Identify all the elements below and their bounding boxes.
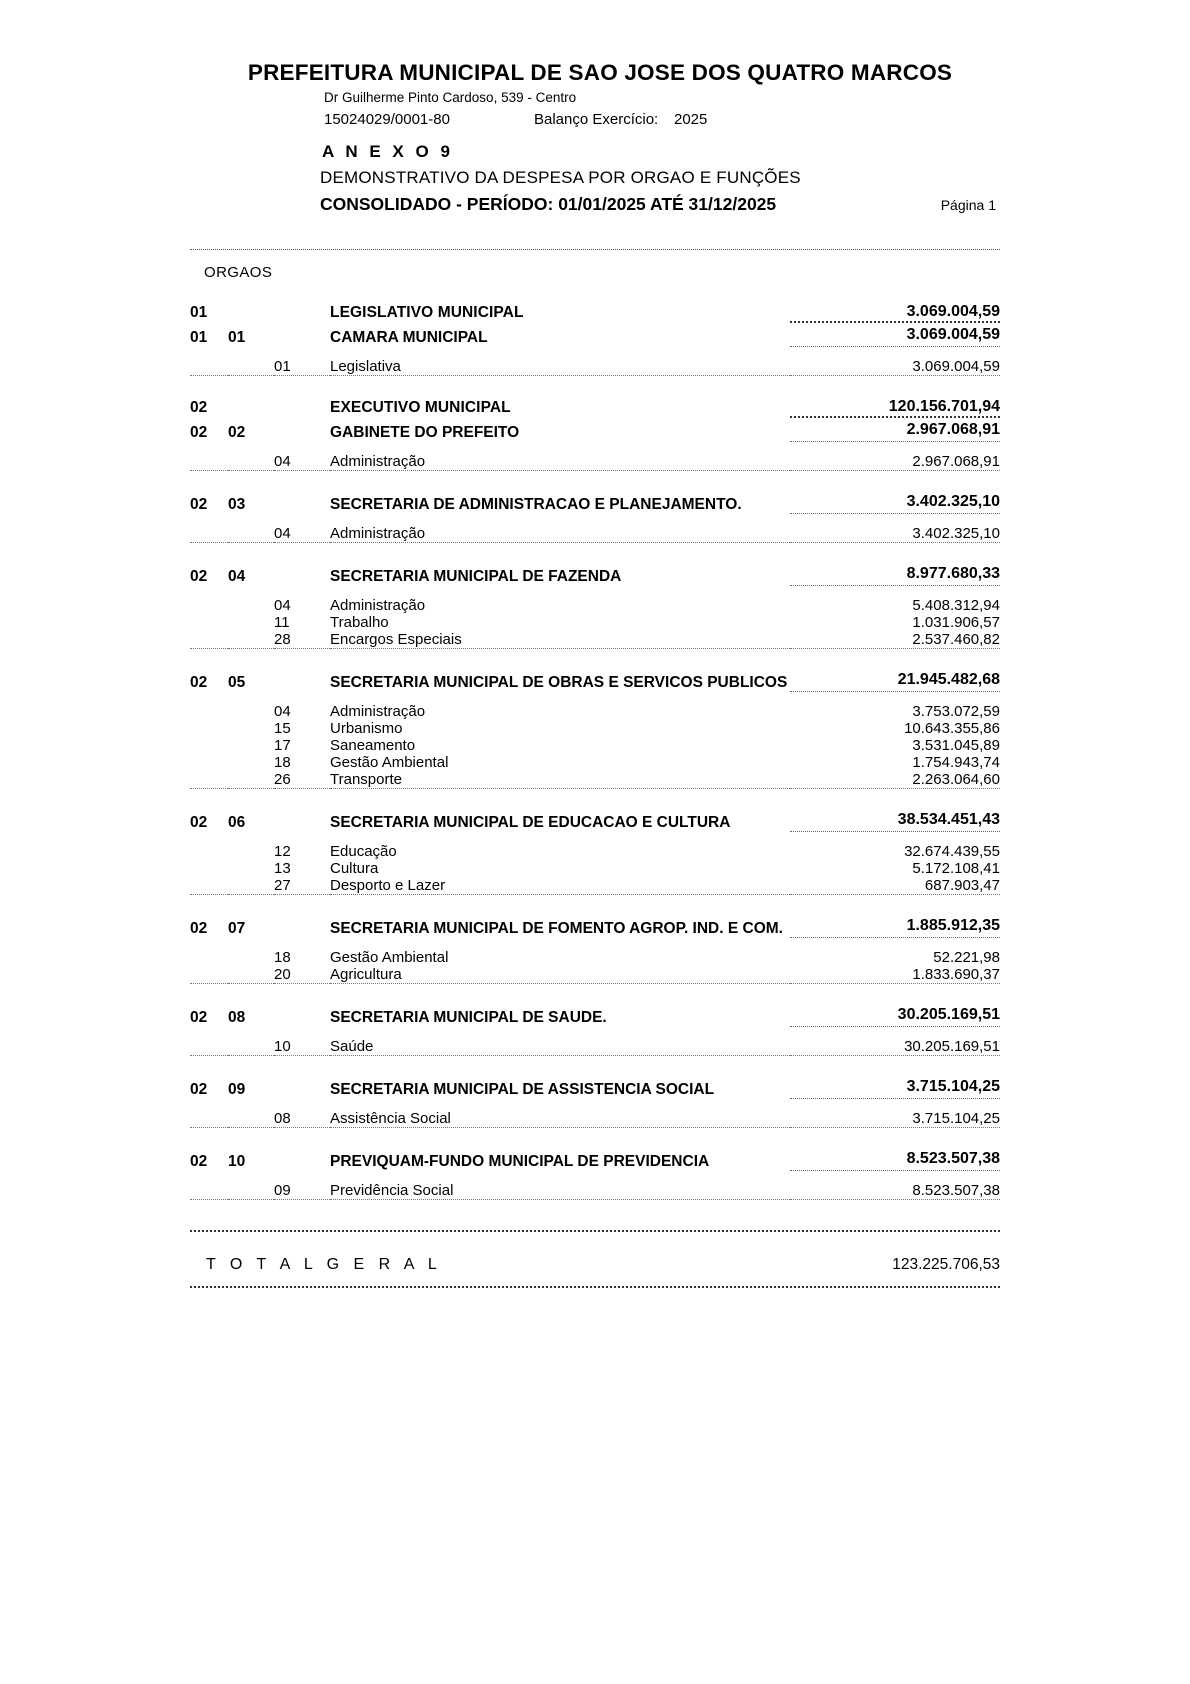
- cell-value: 2.263.064,60: [790, 771, 1000, 789]
- cnpj-and-balance-line: [324, 111, 1000, 128]
- cell-value: 3.715.104,25: [790, 1078, 1000, 1099]
- cell-function-code: 08: [274, 1110, 330, 1128]
- cell-description: CAMARA MUNICIPAL: [330, 328, 488, 346]
- table-row-function: [190, 860, 1000, 877]
- table-row-function: [190, 358, 1000, 376]
- cell-description: Gestão Ambiental: [330, 949, 449, 966]
- cell-value: 1.754.943,74: [912, 754, 1000, 771]
- cell-organ-code: [190, 525, 228, 543]
- row-spacer: [190, 649, 1000, 672]
- cell-organ-code: [190, 966, 228, 984]
- row-spacer: [190, 984, 1000, 1007]
- table-row-function: [190, 1182, 1000, 1200]
- cell-function-code: [274, 1078, 330, 1099]
- cell-function-code: 04: [274, 453, 330, 471]
- cell-function-code: 18: [274, 754, 291, 771]
- row-spacer: [190, 1101, 1000, 1110]
- cell-description: Agricultura: [330, 966, 790, 984]
- row-spacer: [190, 588, 1000, 597]
- cell-value: 30.205.169,51: [790, 1006, 1000, 1027]
- row-spacer: [190, 349, 1000, 358]
- table-row-function: [190, 771, 1000, 789]
- cell-function-code: 04: [274, 597, 291, 614]
- cell-value: 3.402.325,10: [790, 493, 1000, 514]
- cell-value: 5.172.108,41: [912, 860, 1000, 877]
- cell-description: Administração: [330, 453, 790, 471]
- table-row-function: [190, 525, 1000, 543]
- cell-description: SECRETARIA DE ADMINISTRACAO E PLANEJAMENTO.: [330, 495, 742, 513]
- organization-address: Dr Guilherme Pinto Cardoso, 539 - Centro: [324, 90, 577, 105]
- cell-value: 1.031.906,57: [912, 614, 1000, 631]
- cell-organ-code: [190, 737, 228, 754]
- cell-description: SECRETARIA MUNICIPAL DE EDUCACAO E CULTURA: [330, 813, 731, 831]
- cell-function-code: 04: [274, 525, 330, 543]
- cell-unit-code: [228, 1182, 274, 1200]
- table-row-function: [190, 720, 1000, 737]
- cell-unit-code: [228, 453, 274, 471]
- cell-function-code: 01: [274, 358, 330, 376]
- cell-unit-code: 06: [228, 813, 246, 831]
- cell-organ-code: [190, 754, 228, 771]
- cell-description: Educação: [330, 843, 397, 860]
- table-row-unit: [190, 1006, 1000, 1027]
- cell-unit-code: 03: [228, 495, 246, 513]
- cell-function-code: 10: [274, 1038, 330, 1056]
- row-spacer: [190, 1029, 1000, 1038]
- cell-unit-code: 02: [228, 423, 246, 441]
- table-row-function: [190, 703, 1000, 720]
- cell-organ-code: [190, 843, 228, 860]
- cell-unit-code: [228, 754, 274, 771]
- cell-description: EXECUTIVO MUNICIPAL: [330, 399, 511, 416]
- cell-organ-code: [190, 860, 228, 877]
- row-spacer: [190, 1056, 1000, 1079]
- total-row: [190, 1246, 1000, 1286]
- cell-organ-code: 02: [190, 1008, 208, 1026]
- cell-value: 8.523.507,38: [790, 1182, 1000, 1200]
- cell-function-code: [274, 917, 330, 938]
- cell-unit-code: 09: [228, 1080, 246, 1098]
- cell-value: 5.408.312,94: [912, 597, 1000, 614]
- row-spacer: [190, 376, 1000, 399]
- cell-organ-code: [190, 614, 228, 631]
- cell-unit-code: 04: [228, 567, 246, 585]
- row-spacer: [190, 444, 1000, 453]
- table-row-function: [190, 949, 1000, 966]
- cell-description: Saúde: [330, 1038, 790, 1056]
- cell-value: 21.945.482,68: [790, 671, 1000, 692]
- cell-value: 3.402.325,10: [790, 525, 1000, 543]
- cell-value: 10.643.355,86: [904, 720, 1000, 737]
- table-row-function: [190, 754, 1000, 771]
- cell-function-code: [274, 671, 330, 692]
- balance-year: 2025: [674, 111, 708, 128]
- period-row: [320, 194, 1000, 215]
- cell-value: 3.753.072,59: [912, 703, 1000, 720]
- table-row-function: [190, 631, 1000, 649]
- cell-unit-code: [228, 614, 274, 631]
- cell-organ-code: [190, 771, 228, 789]
- cell-description: Encargos Especiais: [330, 631, 790, 649]
- cell-unit-code: [228, 843, 274, 860]
- total-value: 123.225.706,53: [892, 1256, 1000, 1273]
- cell-unit-code: [228, 358, 274, 376]
- cell-unit-code: [228, 720, 274, 737]
- cell-organ-code: [190, 1182, 228, 1200]
- cell-unit-code: [228, 398, 274, 417]
- cell-function-code: 27: [274, 877, 330, 895]
- table-row-unit: [190, 565, 1000, 586]
- row-spacer: [190, 1128, 1000, 1151]
- cell-organ-code: 02: [190, 423, 208, 441]
- cell-organ-code: 02: [190, 919, 208, 937]
- cell-function-code: 04: [274, 703, 291, 720]
- cell-description: GABINETE DO PREFEITO: [330, 423, 520, 441]
- cell-description: Transporte: [330, 771, 790, 789]
- organization-title: PREFEITURA MUNICIPAL DE SAO JOSE DOS QUATRO MARCOS: [247, 60, 953, 85]
- cell-organ-code: [190, 358, 228, 376]
- cell-function-code: 20: [274, 966, 330, 984]
- cell-description: Cultura: [330, 860, 379, 877]
- row-spacer: [190, 895, 1000, 918]
- cell-value: 8.977.680,33: [790, 565, 1000, 586]
- cell-organ-code: 02: [190, 1080, 208, 1098]
- cell-organ-code: [190, 877, 228, 895]
- table-row-unit: [190, 326, 1000, 347]
- table-row-function: [190, 843, 1000, 860]
- cell-value: 3.531.045,89: [912, 737, 1000, 754]
- cell-organ-code: 02: [190, 673, 208, 691]
- table-row-organ: [190, 303, 1000, 322]
- report-subtitle: DEMONSTRATIVO DA DESPESA POR ORGAO E FUNÇÕES: [320, 168, 801, 187]
- cell-unit-code: [228, 703, 274, 720]
- cell-value: 120.156.701,94: [888, 398, 1000, 415]
- total-table: [190, 1246, 1000, 1286]
- row-spacer: [190, 471, 1000, 494]
- cell-function-code: 28: [274, 631, 330, 649]
- cell-unit-code: [228, 949, 274, 966]
- row-spacer: [190, 940, 1000, 949]
- cell-description: Administração: [330, 597, 426, 614]
- cell-unit-code: 01: [228, 328, 246, 346]
- cell-function-code: 26: [274, 771, 330, 789]
- cell-unit-code: [228, 597, 274, 614]
- cell-description: SECRETARIA MUNICIPAL DE FAZENDA: [330, 567, 622, 585]
- cell-value: 1.833.690,37: [790, 966, 1000, 984]
- cell-organ-code: [190, 1038, 228, 1056]
- cell-value: 687.903,47: [790, 877, 1000, 895]
- table-row-unit: [190, 1150, 1000, 1171]
- cell-description: Gestão Ambiental: [330, 754, 449, 771]
- cell-description: PREVIQUAM-FUNDO MUNICIPAL DE PREVIDENCIA: [330, 1152, 710, 1170]
- cell-value: 3.069.004,59: [790, 326, 1000, 347]
- cell-function-code: [274, 421, 330, 442]
- cell-organ-code: [190, 597, 228, 614]
- total-label: T O T A L G E R A L: [206, 1256, 442, 1273]
- cell-unit-code: 10: [228, 1152, 246, 1170]
- cell-function-code: [274, 565, 330, 586]
- cell-unit-code: 07: [228, 919, 246, 937]
- cell-function-code: 11: [274, 614, 290, 631]
- cell-value: 2.967.068,91: [790, 421, 1000, 442]
- cell-value: 3.715.104,25: [790, 1110, 1000, 1128]
- cell-organ-code: [190, 631, 228, 649]
- cell-organ-code: [190, 1110, 228, 1128]
- cell-function-code: 09: [274, 1182, 330, 1200]
- cell-description: SECRETARIA MUNICIPAL DE OBRAS E SERVICOS PUBLICOS: [330, 673, 788, 691]
- cell-description: Legislativa: [330, 358, 790, 376]
- cell-value: 30.205.169,51: [790, 1038, 1000, 1056]
- cell-organ-code: 01: [190, 304, 208, 321]
- table-row-unit: [190, 1078, 1000, 1099]
- cell-description: SECRETARIA MUNICIPAL DE ASSISTENCIA SOCIAL: [330, 1080, 715, 1098]
- cell-unit-code: [228, 1038, 274, 1056]
- cell-function-code: 13: [274, 860, 291, 877]
- cell-description: Trabalho: [330, 614, 389, 631]
- cell-function-code: 18: [274, 949, 291, 966]
- table-row-organ: [190, 398, 1000, 417]
- cell-function-code: [274, 493, 330, 514]
- cell-organ-code: 02: [190, 813, 208, 831]
- table-row-function: [190, 1110, 1000, 1128]
- cell-unit-code: [228, 631, 274, 649]
- cell-organ-code: 02: [190, 399, 208, 416]
- cell-value: 52.221,98: [933, 949, 1000, 966]
- cell-organ-code: 01: [190, 328, 208, 346]
- cell-function-code: 17: [274, 737, 291, 754]
- cell-function-code: [274, 326, 330, 347]
- row-spacer: [190, 789, 1000, 812]
- table-row-unit: [190, 811, 1000, 832]
- cell-description: SECRETARIA MUNICIPAL DE FOMENTO AGROP. IND. E COM.: [330, 919, 783, 937]
- cell-unit-code: 05: [228, 673, 246, 691]
- cnpj-value: 15024029/0001-80: [324, 111, 450, 128]
- cell-value: 1.885.912,35: [790, 917, 1000, 938]
- cell-function-code: 12: [274, 843, 291, 860]
- cell-value: 3.069.004,59: [906, 303, 1000, 320]
- row-spacer: [190, 834, 1000, 843]
- cell-unit-code: [228, 966, 274, 984]
- cell-organ-code: 02: [190, 567, 208, 585]
- cell-organ-code: [190, 453, 228, 471]
- cell-unit-code: [228, 303, 274, 322]
- cell-function-code: [274, 303, 330, 322]
- total-section: [190, 1230, 1000, 1288]
- cell-value: 32.674.439,55: [904, 843, 1000, 860]
- table-row-unit: [190, 917, 1000, 938]
- cell-value: 3.069.004,59: [790, 358, 1000, 376]
- cell-description: Desporto e Lazer: [330, 877, 790, 895]
- cell-description: LEGISLATIVO MUNICIPAL: [330, 304, 524, 321]
- document-header: [190, 60, 1000, 215]
- table-row-function: [190, 966, 1000, 984]
- cell-value: 8.523.507,38: [790, 1150, 1000, 1171]
- page-number: Página 1: [940, 197, 996, 213]
- table-row-unit: [190, 421, 1000, 442]
- cell-organ-code: [190, 949, 228, 966]
- table-row-unit: [190, 671, 1000, 692]
- expenses-table: [190, 303, 1000, 1200]
- table-row-function: [190, 453, 1000, 471]
- cell-value: 2.537.460,82: [790, 631, 1000, 649]
- cell-unit-code: [228, 737, 274, 754]
- table-row-function: [190, 614, 1000, 631]
- cell-description: Saneamento: [330, 737, 416, 754]
- cell-unit-code: [228, 771, 274, 789]
- cell-description: Previdência Social: [330, 1182, 790, 1200]
- cell-function-code: [274, 1150, 330, 1171]
- balance-label: Balanço Exercício:: [534, 111, 659, 128]
- table-row-function: [190, 737, 1000, 754]
- row-spacer: [190, 516, 1000, 525]
- cell-description: SECRETARIA MUNICIPAL DE SAUDE.: [330, 1008, 607, 1026]
- table-row-function: [190, 597, 1000, 614]
- cell-unit-code: [228, 860, 274, 877]
- cell-unit-code: [228, 525, 274, 543]
- cell-function-code: [274, 811, 330, 832]
- cell-description: Assistência Social: [330, 1110, 790, 1128]
- section-label-orgaos: ORGAOS: [204, 264, 273, 281]
- cell-function-code: [274, 1006, 330, 1027]
- anexo-title: A N E X O 9: [322, 142, 454, 161]
- cell-unit-code: 08: [228, 1008, 246, 1026]
- cell-function-code: [274, 398, 330, 417]
- cell-description: Urbanismo: [330, 720, 403, 737]
- table-row-function: [190, 877, 1000, 895]
- cell-organ-code: 02: [190, 1152, 208, 1170]
- cell-function-code: 15: [274, 720, 291, 737]
- cell-unit-code: [228, 877, 274, 895]
- row-spacer: [190, 543, 1000, 566]
- row-spacer: [190, 1173, 1000, 1182]
- row-spacer: [190, 694, 1000, 703]
- header-divider: [190, 249, 1000, 250]
- cell-organ-code: 02: [190, 495, 208, 513]
- cell-organ-code: [190, 720, 228, 737]
- table-row-unit: [190, 493, 1000, 514]
- cell-description: Administração: [330, 525, 790, 543]
- report-period: CONSOLIDADO - PERÍODO: 01/01/2025 ATÉ 31/12/2025: [320, 194, 777, 214]
- cell-organ-code: [190, 703, 228, 720]
- cell-value: 2.967.068,91: [790, 453, 1000, 471]
- table-row-function: [190, 1038, 1000, 1056]
- cell-value: 38.534.451,43: [790, 811, 1000, 832]
- cell-unit-code: [228, 1110, 274, 1128]
- cell-description: Administração: [330, 703, 426, 720]
